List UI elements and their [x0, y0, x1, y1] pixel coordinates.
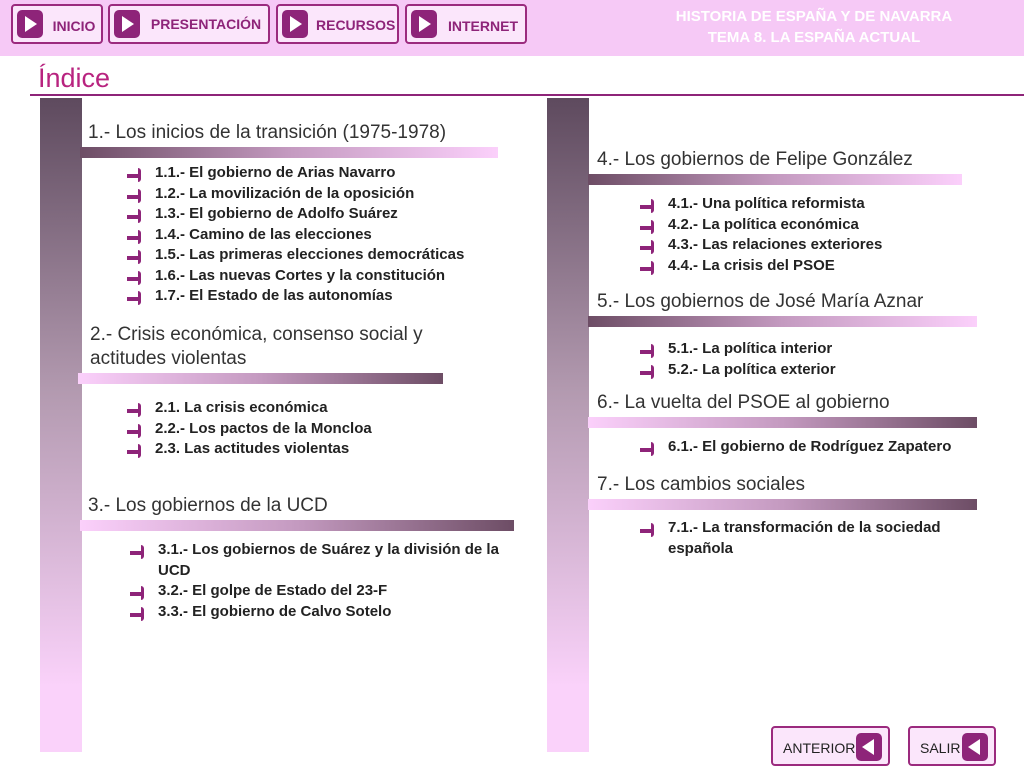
- arrow-right-icon: [640, 198, 656, 212]
- header-title: [644, 6, 984, 48]
- section-title[interactable]: 2.- Crisis económica, consenso social y actitudes violentas: [90, 324, 423, 369]
- list-item[interactable]: 1.5.- Las primeras elecciones democráticas: [127, 245, 527, 266]
- section-title[interactable]: 3.- Los gobiernos de la UCD: [88, 495, 328, 516]
- section-underline: [588, 417, 977, 428]
- section-4-items: [640, 194, 1010, 276]
- arrow-right-icon: [127, 167, 143, 181]
- section-5-items: [640, 339, 1010, 380]
- back-arrow-icon: [962, 733, 988, 761]
- list-item[interactable]: 1.2.- La movilización de la oposición: [127, 184, 527, 205]
- list-item[interactable]: 4.2.- La política económica: [640, 215, 1010, 236]
- page-title: Índice: [38, 63, 111, 93]
- section-1: [80, 121, 498, 158]
- arrow-right-icon: [130, 544, 146, 558]
- section-7: [588, 473, 977, 510]
- section-3: [80, 494, 514, 531]
- salir-label: SALIR: [920, 740, 961, 756]
- section-title[interactable]: 6.- La vuelta del PSOE al gobierno: [597, 392, 890, 413]
- section-5: [588, 290, 977, 327]
- list-item[interactable]: 3.2.- El golpe de Estado del 23-F: [130, 581, 520, 602]
- arrow-right-icon: [127, 443, 143, 457]
- section-title[interactable]: 7.- Los cambios sociales: [597, 474, 806, 495]
- section-title[interactable]: 1.- Los inicios de la transición (1975-1978): [88, 122, 447, 143]
- nav-label-inicio: INICIO: [52, 18, 96, 34]
- list-item[interactable]: 5.2.- La política exterior: [640, 360, 1010, 381]
- section-underline: [80, 520, 514, 531]
- nav-button-inicio[interactable]: [11, 4, 103, 44]
- nav-label-presentacion: PRESENTACIÓN: [150, 16, 262, 32]
- arrow-right-icon: [640, 343, 656, 357]
- back-arrow-icon: [856, 733, 882, 761]
- section-3-items: [130, 540, 520, 622]
- list-item[interactable]: 4.1.- Una política reformista: [640, 194, 1010, 215]
- play-icon: [17, 10, 43, 38]
- arrow-right-icon: [127, 188, 143, 202]
- section-underline: [78, 373, 443, 384]
- arrow-right-icon: [640, 364, 656, 378]
- list-item[interactable]: 1.1.- El gobierno de Arias Navarro: [127, 163, 527, 184]
- anterior-label: ANTERIOR: [783, 740, 856, 756]
- section-6-items: [640, 437, 1020, 458]
- section-2-items: [127, 398, 527, 460]
- section-title[interactable]: 5.- Los gobiernos de José María Aznar: [597, 291, 924, 312]
- list-item[interactable]: 1.7.- El Estado de las autonomías: [127, 286, 527, 307]
- section-6: [588, 391, 977, 428]
- left-column-bar: [40, 98, 82, 752]
- nav-label-recursos: RECURSOS: [316, 17, 396, 33]
- anterior-button[interactable]: [771, 726, 890, 766]
- title-divider: [30, 94, 1024, 96]
- list-item[interactable]: 3.1.- Los gobiernos de Suárez y la división de la UCD: [130, 540, 518, 581]
- header-topic: TEMA 8. LA ESPAÑA ACTUAL: [707, 29, 921, 46]
- arrow-right-icon: [640, 239, 656, 253]
- arrow-right-icon: [127, 208, 143, 222]
- play-icon: [411, 10, 437, 38]
- section-underline: [588, 499, 977, 510]
- nav-button-recursos[interactable]: [276, 4, 399, 44]
- arrow-right-icon: [127, 290, 143, 304]
- section-4: [588, 148, 962, 185]
- list-item[interactable]: 6.1.- El gobierno de Rodríguez Zapatero: [640, 437, 1020, 458]
- arrow-right-icon: [127, 423, 143, 437]
- section-2: [78, 323, 443, 384]
- list-item[interactable]: 2.3. Las actitudes violentas: [127, 439, 527, 460]
- list-item[interactable]: 3.3.- El gobierno de Calvo Sotelo: [130, 602, 520, 623]
- nav-button-internet[interactable]: [405, 4, 527, 44]
- nav-label-internet: INTERNET: [448, 18, 518, 34]
- list-item[interactable]: 1.4.- Camino de las elecciones: [127, 225, 527, 246]
- arrow-right-icon: [640, 219, 656, 233]
- section-title[interactable]: 4.- Los gobiernos de Felipe González: [597, 149, 913, 170]
- arrow-right-icon: [130, 606, 146, 620]
- arrow-right-icon: [127, 249, 143, 263]
- salir-button[interactable]: [908, 726, 996, 766]
- arrow-right-icon: [640, 441, 656, 455]
- arrow-right-icon: [127, 402, 143, 416]
- arrow-right-icon: [127, 270, 143, 284]
- list-item[interactable]: 4.3.- Las relaciones exteriores: [640, 235, 1010, 256]
- list-item[interactable]: 2.2.- Los pactos de la Moncloa: [127, 419, 527, 440]
- list-item[interactable]: 1.6.- Las nuevas Cortes y la constitución: [127, 266, 527, 287]
- section-underline: [588, 316, 977, 327]
- section-1-items: [127, 163, 527, 307]
- arrow-right-icon: [640, 522, 656, 536]
- list-item[interactable]: 1.3.- El gobierno de Adolfo Suárez: [127, 204, 527, 225]
- list-item[interactable]: 5.1.- La política interior: [640, 339, 1010, 360]
- list-item[interactable]: 2.1. La crisis económica: [127, 398, 527, 419]
- play-icon: [282, 10, 308, 38]
- play-icon: [114, 10, 140, 38]
- nav-button-presentacion[interactable]: [108, 4, 270, 44]
- header-subject: HISTORIA DE ESPAÑA Y DE NAVARRA: [675, 8, 953, 25]
- section-7-items: [640, 518, 990, 559]
- arrow-right-icon: [127, 229, 143, 243]
- section-underline: [80, 147, 498, 158]
- section-underline: [588, 174, 962, 185]
- list-item[interactable]: 7.1.- La transformación de la sociedad española: [640, 518, 988, 559]
- arrow-right-icon: [640, 260, 656, 274]
- list-item[interactable]: 4.4.- La crisis del PSOE: [640, 256, 1010, 277]
- right-column-bar: [547, 98, 589, 752]
- arrow-right-icon: [130, 585, 146, 599]
